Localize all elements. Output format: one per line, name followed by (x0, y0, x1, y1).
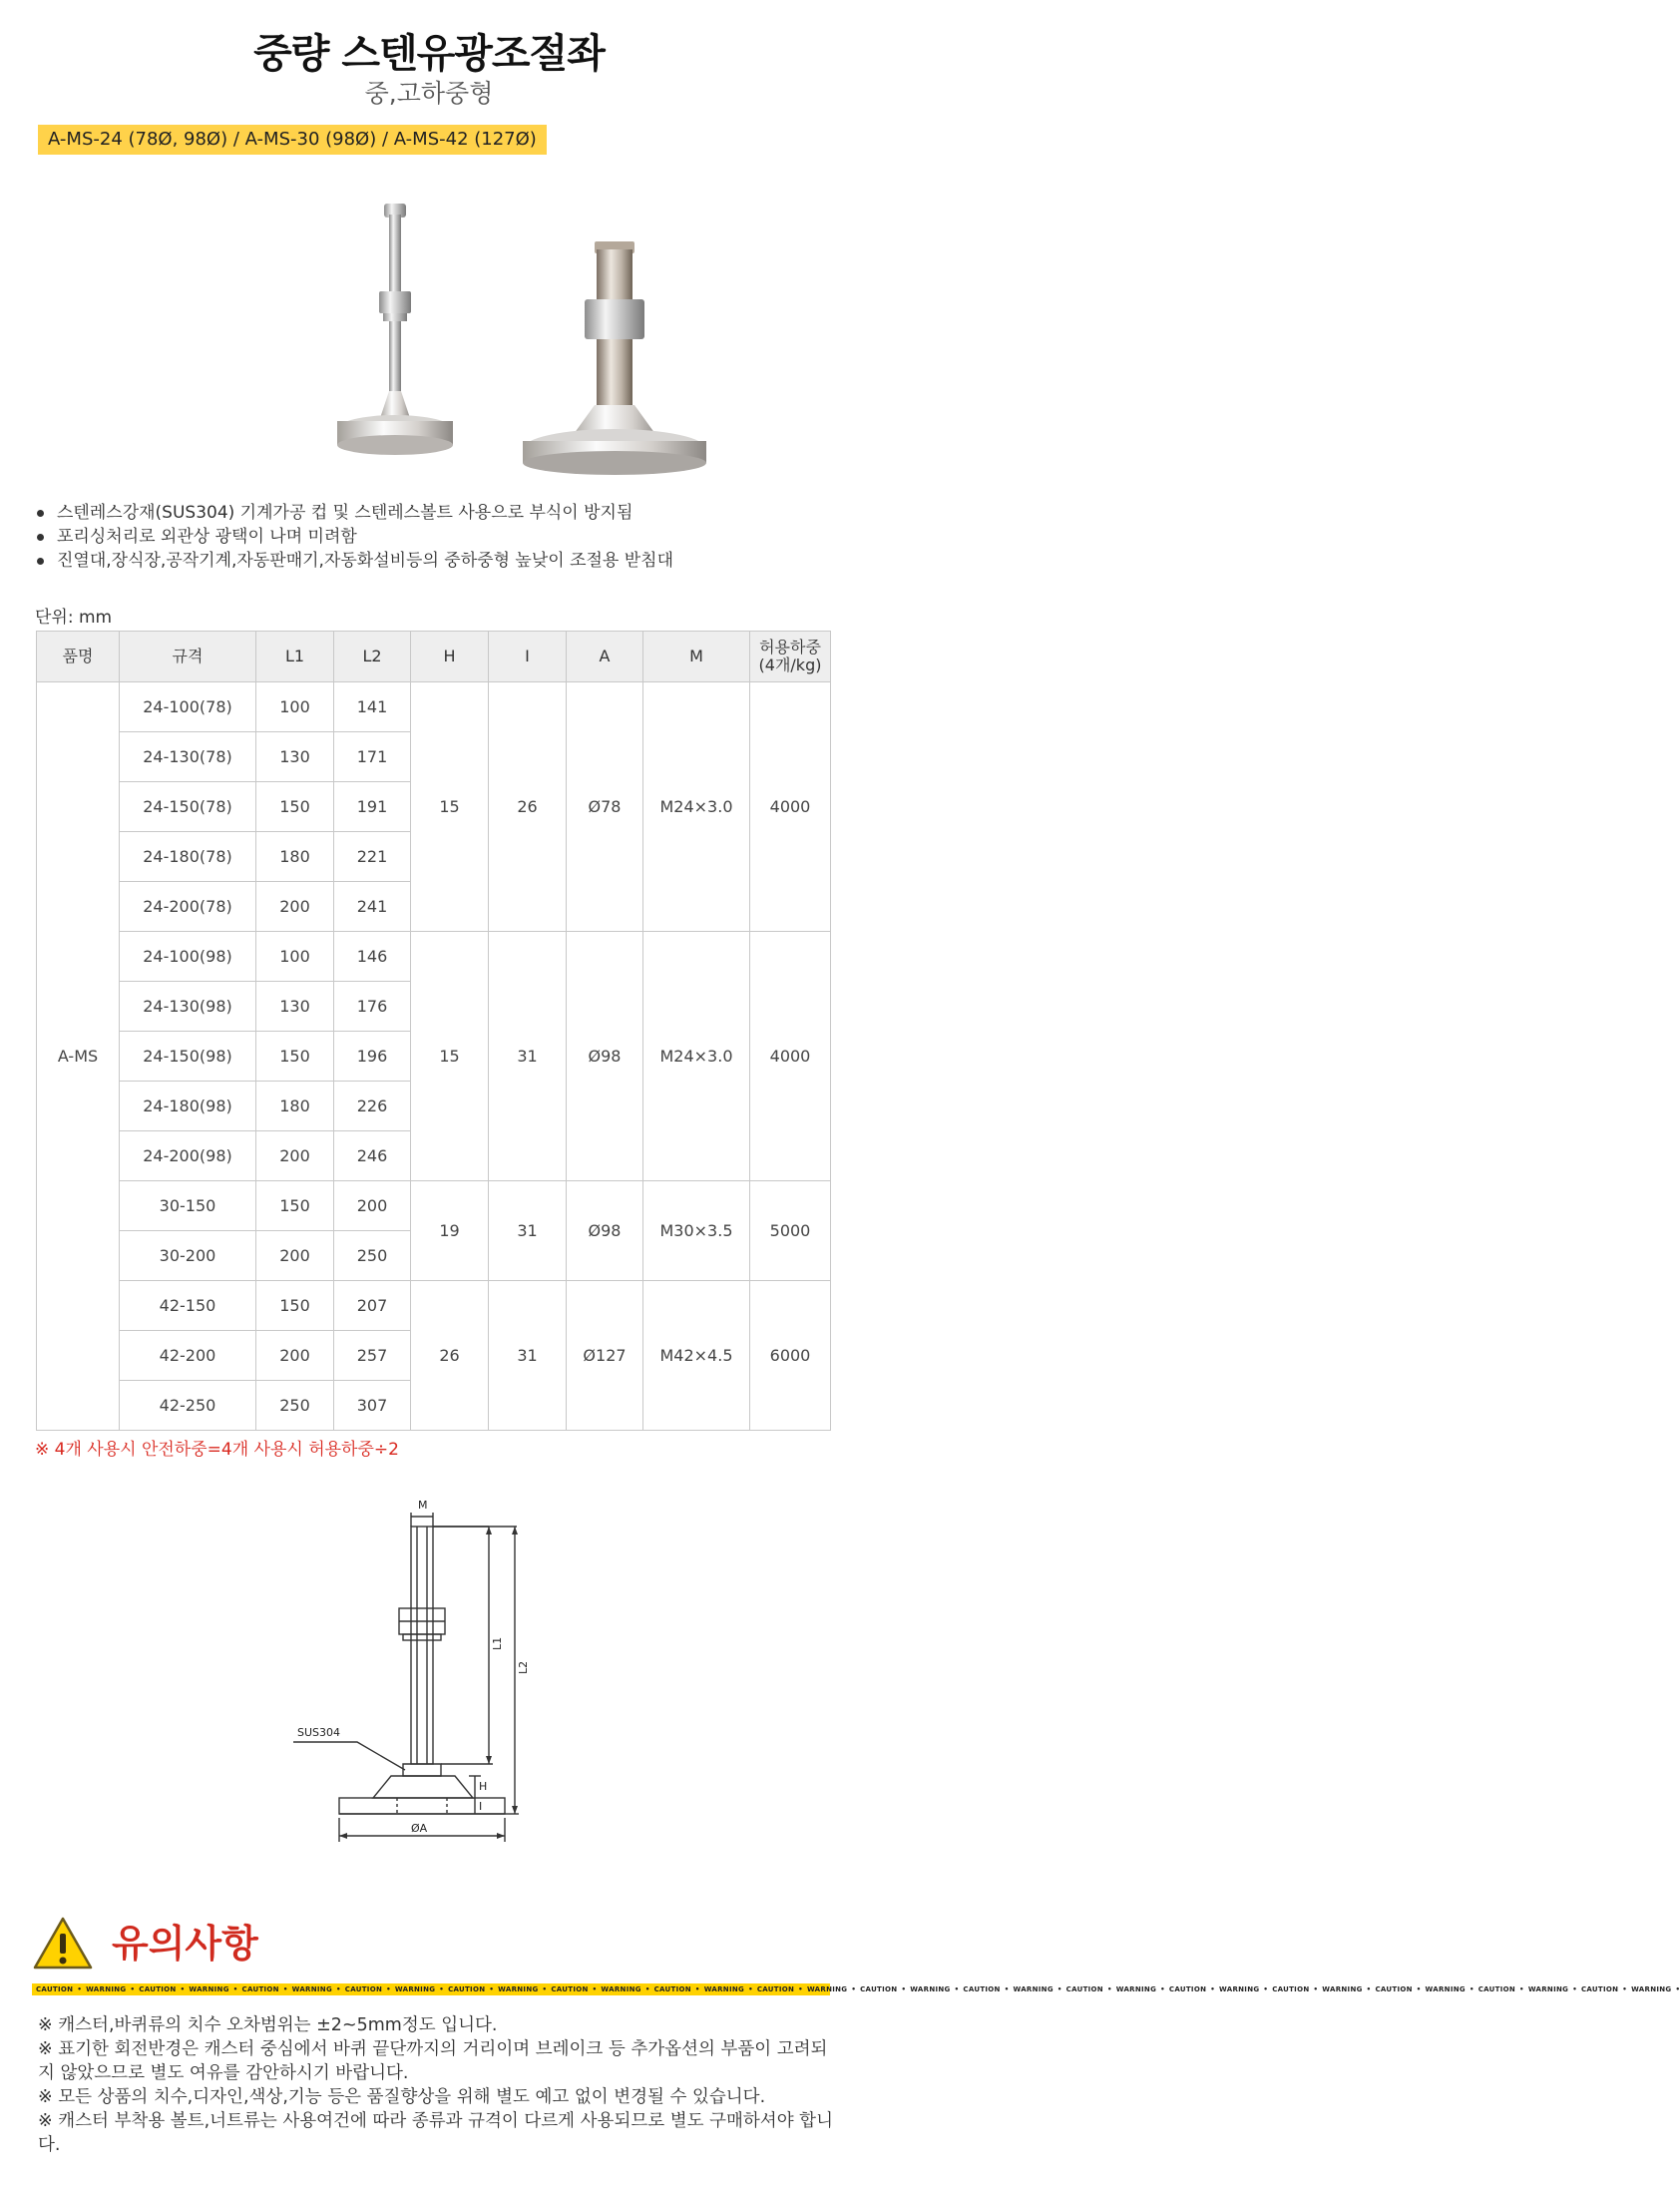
tape-separator: • (1313, 1985, 1319, 1993)
l1-cell: 100 (256, 682, 334, 732)
h-cell: 15 (411, 932, 489, 1181)
page-title: 중량 스텐유광조절좌 (253, 31, 605, 77)
tape-separator: • (851, 1985, 857, 1993)
caution-title: 유의사항 (112, 1922, 258, 1966)
spec-cell: 24-180(78) (120, 832, 256, 882)
m-cell: M24×3.0 (643, 932, 750, 1181)
tape-word: WARNING (1322, 1985, 1363, 1993)
tape-word: WARNING (1425, 1985, 1466, 1993)
tape-separator: • (748, 1985, 753, 1993)
caution-item: ※ 캐스터 부착용 볼트,너트류는 사용여건에 따라 종류과 규격이 다르게 사용되므로 별도 구매하셔야 합니다. (38, 2111, 833, 2155)
table-row (37, 1281, 831, 1331)
tape-word: CAUTION (860, 1985, 898, 1993)
tape-separator: • (1263, 1985, 1269, 1993)
col-load (750, 632, 831, 682)
tape-word: CAUTION (1168, 1985, 1207, 1993)
tape-separator: • (542, 1985, 548, 1993)
l1-cell: 150 (256, 1032, 334, 1082)
l1-cell: 150 (256, 1181, 334, 1231)
tape-word: WARNING (1013, 1985, 1053, 1993)
l2-cell: 191 (334, 782, 411, 832)
feature-item: 포리싱처리로 외관상 광택이 나며 미려함 (35, 525, 833, 549)
dim-h-label: H (479, 1780, 488, 1793)
feature-list (35, 501, 833, 573)
table-row (37, 682, 831, 732)
l1-cell: 180 (256, 1082, 334, 1131)
tape-separator: • (77, 1985, 83, 1993)
l2-cell: 171 (334, 732, 411, 782)
h-cell: 15 (411, 682, 489, 932)
l1-cell: 180 (256, 832, 334, 882)
page-subtitle: 중,고하중형 (364, 79, 494, 108)
tape-separator: • (1416, 1985, 1422, 1993)
dim-l1-label: L1 (491, 1636, 504, 1650)
l1-cell: 200 (256, 1231, 334, 1281)
load-cell: 6000 (750, 1281, 831, 1431)
l1-cell: 130 (256, 982, 334, 1032)
col-m: M (643, 632, 750, 682)
table-row (37, 1181, 831, 1231)
tape-word: WARNING (910, 1985, 951, 1993)
caution-item: ※ 모든 상품의 치수,디자인,색상,기능 등은 품질향상을 위해 별도 예고 없이 변경될 수 있습니다. (38, 2087, 766, 2107)
tape-word: CAUTION (1272, 1985, 1310, 1993)
l1-cell: 250 (256, 1381, 334, 1431)
tape-word: WARNING (86, 1985, 127, 1993)
i-cell: 31 (489, 1181, 567, 1281)
tape-separator: • (386, 1985, 391, 1993)
spec-cell: 24-200(78) (120, 882, 256, 932)
tape-word: WARNING (703, 1985, 745, 1993)
spec-cell: 30-200 (120, 1231, 256, 1281)
l2-cell: 257 (334, 1331, 411, 1381)
feature-item: 스텐레스강재(SUS304) 기계가공 컵 및 스텐레스볼트 사용으로 부식이 방지됨 (35, 501, 833, 525)
l1-cell: 150 (256, 782, 334, 832)
spec-cell: 24-200(98) (120, 1131, 256, 1181)
caution-tape (32, 1983, 1680, 1995)
col-i: I (489, 632, 567, 682)
col-l2: L2 (334, 632, 411, 682)
tape-word: CAUTION (241, 1985, 279, 1993)
dimension-diagram (279, 1487, 619, 1906)
l1-cell: 100 (256, 932, 334, 982)
tape-separator: • (798, 1985, 803, 1993)
tape-word: WARNING (394, 1985, 436, 1993)
tape-separator: • (1210, 1985, 1216, 1993)
tape-separator: • (954, 1985, 960, 1993)
tape-separator: • (1106, 1985, 1112, 1993)
spec-cell: 42-200 (120, 1331, 256, 1381)
l1-cell: 130 (256, 732, 334, 782)
tape-word: CAUTION (139, 1985, 177, 1993)
tape-word: CAUTION (551, 1985, 589, 1993)
feature-item: 진열대,장식장,공작기계,자동판매기,자동화설비등의 중하중형 높낮이 조절용 받침대 (35, 549, 833, 573)
spec-cell: 24-130(98) (120, 982, 256, 1032)
l2-cell: 241 (334, 882, 411, 932)
load-cell: 5000 (750, 1181, 831, 1281)
col-load-label: 허용하중 (759, 638, 821, 657)
tape-separator: • (592, 1985, 598, 1993)
a-cell: Ø98 (567, 932, 643, 1181)
tape-word: WARNING (1527, 1985, 1569, 1993)
col-spec: 규격 (120, 632, 256, 682)
spec-cell: 24-150(98) (120, 1032, 256, 1082)
caution-item: ※ 캐스터,바퀴류의 치수 오차범위는 ±2~5mm정도 입니다. (38, 2015, 498, 2035)
h-cell: 19 (411, 1181, 489, 1281)
tape-separator: • (282, 1985, 288, 1993)
spec-cell: 30-150 (120, 1181, 256, 1231)
model-tag: A-MS-24 (78Ø, 98Ø) / A-MS-30 (98Ø) / A-MS-42 (127Ø) (38, 125, 547, 155)
a-cell: Ø78 (567, 682, 643, 932)
tape-word: CAUTION (653, 1985, 691, 1993)
tape-word: WARNING (1219, 1985, 1260, 1993)
l2-cell: 307 (334, 1381, 411, 1431)
l1-cell: 200 (256, 882, 334, 932)
tape-word: WARNING (601, 1985, 641, 1993)
dim-a-label: ØA (411, 1822, 428, 1835)
l2-cell: 226 (334, 1082, 411, 1131)
spec-cell: 42-250 (120, 1381, 256, 1431)
tape-word: CAUTION (1375, 1985, 1413, 1993)
tape-separator: • (489, 1985, 495, 1993)
tape-word: WARNING (1115, 1985, 1157, 1993)
l2-cell: 221 (334, 832, 411, 882)
col-h: H (411, 632, 489, 682)
tape-separator: • (1056, 1985, 1062, 1993)
col-l1: L1 (256, 632, 334, 682)
tape-word: CAUTION (1065, 1985, 1103, 1993)
tape-separator: • (1366, 1985, 1372, 1993)
spec-cell: 24-100(98) (120, 932, 256, 982)
tape-word: CAUTION (1580, 1985, 1619, 1993)
spec-cell: 24-100(78) (120, 682, 256, 732)
tape-word: CAUTION (756, 1985, 795, 1993)
leveler-large-image (523, 241, 706, 475)
tape-word: CAUTION (963, 1985, 1001, 1993)
l2-cell: 146 (334, 932, 411, 982)
a-cell: Ø127 (567, 1281, 643, 1431)
caution-header (32, 1914, 830, 1973)
i-cell: 31 (489, 1281, 567, 1431)
tape-separator: • (336, 1985, 341, 1993)
caution-item: ※ 표기한 회전반경은 캐스터 중심에서 바퀴 끝단까지의 거리이며 브레이크 등 추가옵션의 부품이 고려되지 않았으므로 별도 여유를 감안하시기 바랍니다. (38, 2039, 828, 2083)
tape-separator: • (439, 1985, 445, 1993)
tape-word: CAUTION (344, 1985, 383, 1993)
m-cell: M24×3.0 (643, 682, 750, 932)
l2-cell: 200 (334, 1181, 411, 1231)
product-photo (349, 160, 808, 489)
m-cell: M30×3.5 (643, 1181, 750, 1281)
l1-cell: 200 (256, 1331, 334, 1381)
caution-list (38, 2013, 836, 2157)
tape-separator: • (644, 1985, 650, 1993)
l1-cell: 200 (256, 1131, 334, 1181)
tape-separator: • (1469, 1985, 1474, 1993)
m-cell: M42×4.5 (643, 1281, 750, 1431)
i-cell: 31 (489, 932, 567, 1181)
l2-cell: 207 (334, 1281, 411, 1331)
a-cell: Ø98 (567, 1181, 643, 1281)
tape-separator: • (1004, 1985, 1010, 1993)
leveler-small-image (337, 204, 453, 455)
tape-word: CAUTION (448, 1985, 486, 1993)
warning-triangle-icon (32, 1916, 94, 1972)
dim-m-label: M (418, 1499, 428, 1512)
dim-l2-label: L2 (517, 1660, 530, 1674)
spec-cell: 42-150 (120, 1281, 256, 1331)
l2-cell: 196 (334, 1032, 411, 1082)
spec-cell: 24-180(98) (120, 1082, 256, 1131)
l2-cell: 141 (334, 682, 411, 732)
spec-table (36, 631, 831, 1431)
tape-separator: • (1622, 1985, 1628, 1993)
col-load-unit: (4개/kg) (758, 656, 822, 674)
tape-word: CAUTION (1477, 1985, 1516, 1993)
l2-cell: 176 (334, 982, 411, 1032)
load-cell: 4000 (750, 682, 831, 932)
unit-label: 단위: mm (35, 608, 113, 628)
tape-word: WARNING (806, 1985, 848, 1993)
l1-cell: 150 (256, 1281, 334, 1331)
l2-cell: 246 (334, 1131, 411, 1181)
dim-i-label: I (479, 1800, 483, 1813)
table-row (37, 932, 831, 982)
tape-separator: • (1519, 1985, 1524, 1993)
spec-cell: 24-150(78) (120, 782, 256, 832)
tape-word: WARNING (291, 1985, 333, 1993)
tape-separator: • (130, 1985, 136, 1993)
tape-separator: • (694, 1985, 700, 1993)
h-cell: 26 (411, 1281, 489, 1431)
material-label: SUS304 (297, 1726, 341, 1739)
tape-word: WARNING (1631, 1985, 1672, 1993)
tape-separator: • (232, 1985, 238, 1993)
col-product: 품명 (37, 632, 120, 682)
tape-word: WARNING (498, 1985, 539, 1993)
col-a: A (567, 632, 643, 682)
tape-word: WARNING (189, 1985, 229, 1993)
tape-word: CAUTION (36, 1985, 74, 1993)
load-note: ※ 4개 사용시 안전하중=4개 사용시 허용하중÷2 (35, 1440, 399, 1460)
tape-separator: • (1675, 1985, 1680, 1993)
tape-separator: • (901, 1985, 907, 1993)
tape-separator: • (180, 1985, 186, 1993)
i-cell: 26 (489, 682, 567, 932)
tape-separator: • (1160, 1985, 1165, 1993)
table-header-row (37, 632, 831, 682)
product-name-cell: A-MS (37, 682, 120, 1431)
spec-cell: 24-130(78) (120, 732, 256, 782)
tape-separator: • (1572, 1985, 1577, 1993)
load-cell: 4000 (750, 932, 831, 1181)
l2-cell: 250 (334, 1231, 411, 1281)
